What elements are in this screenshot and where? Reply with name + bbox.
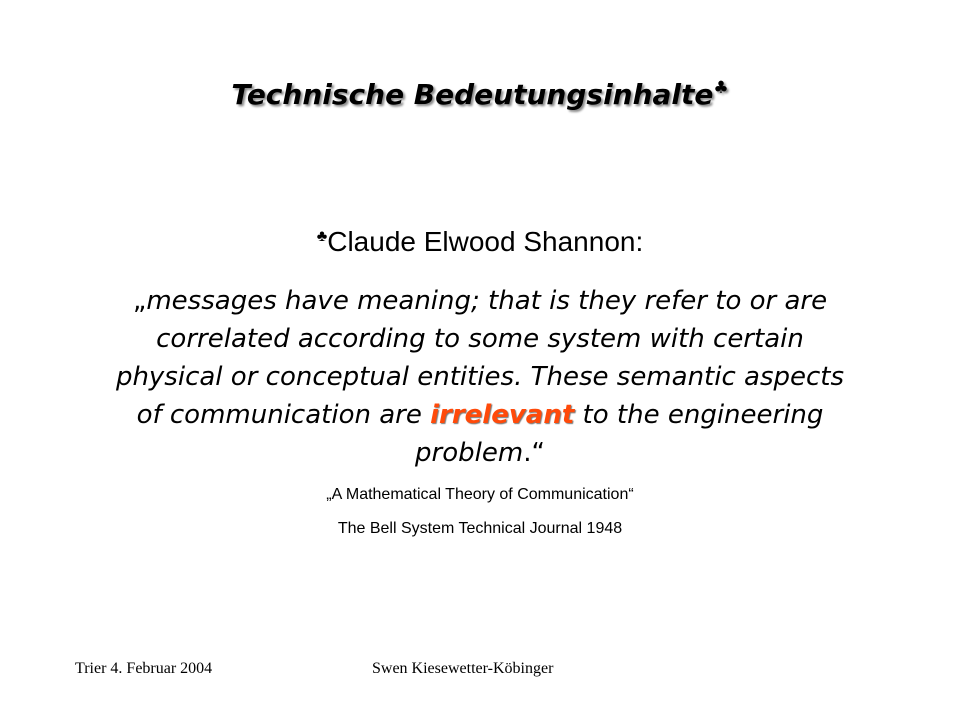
quote-part-1: messages have meaning; that is they refer to or are correlated according to some system with certain physical or conceptual entities. These semantic aspects of communication are — [115, 286, 845, 430]
slide-title-text: Technische Bedeutungsinhalte — [231, 78, 714, 111]
footer-date: Trier 4. Februar 2004 — [75, 660, 213, 677]
quote-open-mark: „ — [132, 286, 147, 316]
source-title: „A Mathematical Theory of Communication“ — [326, 486, 634, 503]
footer-author: Swen Kiesewetter-Köbinger — [372, 660, 554, 677]
author-name: Claude Elwood Shannon: — [327, 226, 644, 257]
quote-emphasis: irrelevant — [430, 400, 575, 430]
quote-close-mark: .“ — [523, 438, 545, 468]
club-symbol-icon: ♣ — [316, 228, 328, 245]
slide-title — [0, 78, 960, 111]
quote-text — [110, 282, 850, 472]
source-journal: The Bell System Technical Journal 1948 — [337, 520, 623, 537]
quote-author — [0, 226, 960, 258]
quote-part-2: to the engineering problem — [415, 400, 824, 468]
club-symbol-icon: ♣ — [713, 78, 729, 98]
